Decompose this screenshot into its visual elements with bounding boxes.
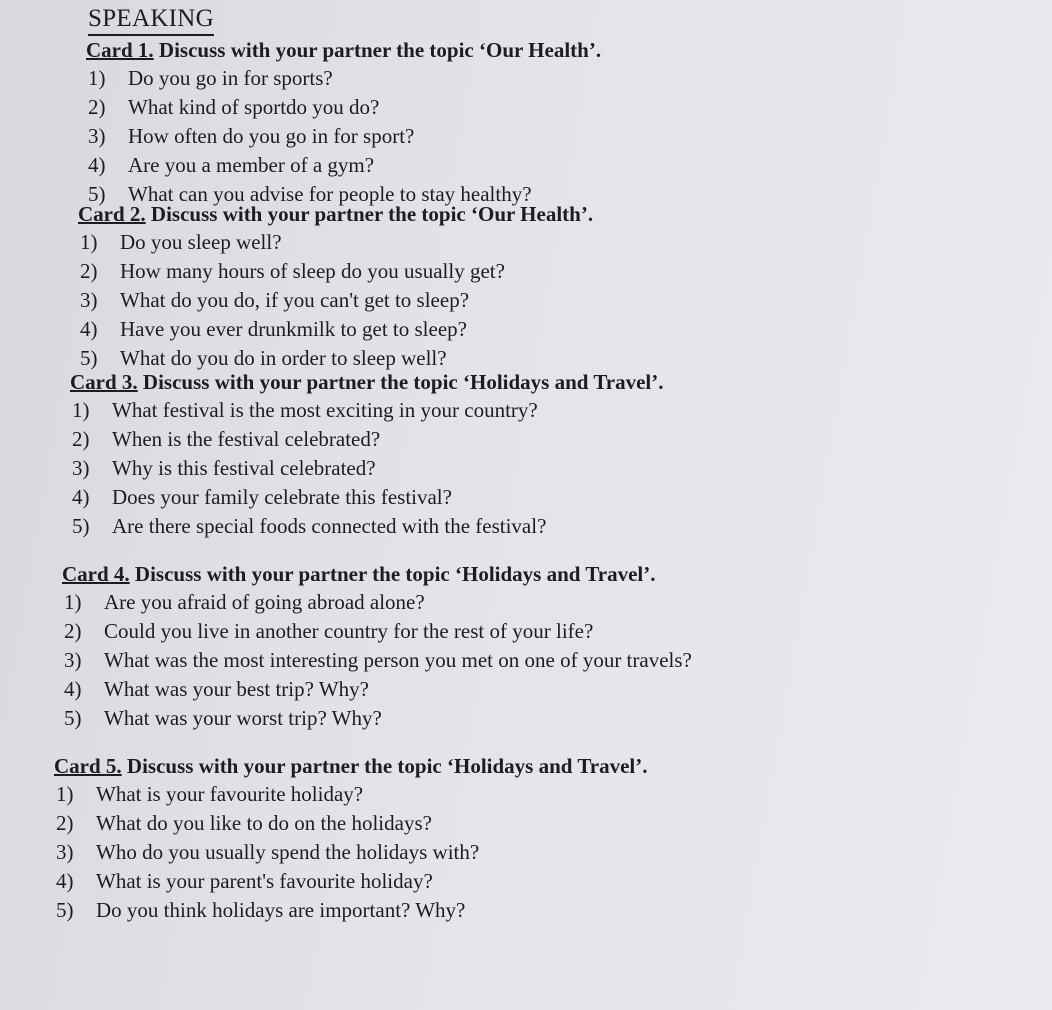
question-number: 2) [56,811,74,835]
question-text: Are you afraid of going abroad alone? [104,590,425,614]
question-number: 3) [80,288,98,312]
question-text: What was your best trip? Why? [104,677,369,701]
question-text: What was the most interesting person you met on one of your travels? [104,648,692,672]
question-number: 3) [88,124,106,148]
question-number: 1) [64,590,82,614]
card-label: Card 5. [54,754,122,778]
question-number: 1) [88,66,106,90]
question-item [70,396,930,425]
question-item [54,867,914,896]
card-2 [78,200,938,373]
card-4 [62,560,922,733]
card-title [54,752,914,780]
question-text: Do you go in for sports? [128,66,333,90]
card-label: Card 3. [70,370,138,394]
question-item [62,588,922,617]
question-item [86,93,946,122]
question-item [86,122,946,151]
question-text: Are there special foods connected with the festival? [112,514,547,538]
question-item [78,315,938,344]
card-instruction: Discuss with your partner the topic ‘Our Health’. [145,202,594,226]
question-item [86,151,946,180]
question-text: Have you ever drunkmilk to get to sleep? [120,317,467,341]
question-text: What do you do, if you can't get to sleep? [120,288,470,312]
question-number: 2) [80,259,98,283]
question-number: 5) [72,514,90,538]
question-text: Are you a member of a gym? [128,153,375,177]
question-text: What can you advise for people to stay healthy? [128,182,532,206]
card-title [70,368,930,396]
question-item [62,704,922,733]
question-text: Do you think holidays are important? Why? [96,898,466,922]
question-text: What do you like to do on the holidays? [96,811,432,835]
question-number: 4) [56,869,74,893]
question-number: 5) [64,706,82,730]
question-text: Why is this festival celebrated? [112,456,376,480]
question-number: 5) [80,346,98,370]
card-title [86,36,946,64]
question-item [62,617,922,646]
question-text: What festival is the most exciting in your country? [112,398,538,422]
question-text: How often do you go in for sport? [128,124,415,148]
question-text: What is your parent's favourite holiday? [96,869,433,893]
question-number: 5) [56,898,74,922]
question-number: 3) [64,648,82,672]
question-number: 2) [64,619,82,643]
question-number: 3) [72,456,90,480]
question-item [54,896,914,925]
question-number: 5) [88,182,106,206]
question-number: 2) [72,427,90,451]
question-item [62,646,922,675]
question-item [70,483,930,512]
card-instruction: Discuss with your partner the topic ‘Holidays and Travel’. [121,754,648,778]
question-number: 1) [56,782,74,806]
question-item [62,675,922,704]
question-number: 2) [88,95,106,119]
card-5 [54,752,914,925]
card-instruction: Discuss with your partner the topic ‘Holidays and Travel’. [137,370,664,394]
question-number: 1) [72,398,90,422]
question-item [54,838,914,867]
question-item [70,454,930,483]
question-item [78,257,938,286]
page-heading: SPEAKING [88,4,214,36]
question-text: What is your favourite holiday? [96,782,364,806]
question-item [70,425,930,454]
question-item [54,809,914,838]
question-number: 4) [72,485,90,509]
question-item [70,512,930,541]
question-text: What do you do in order to sleep well? [120,346,447,370]
question-text: Do you sleep well? [120,230,282,254]
question-number: 1) [80,230,98,254]
question-item [78,286,938,315]
question-text: When is the festival celebrated? [112,427,381,451]
question-text: Could you live in another country for the rest of your life? [104,619,594,643]
question-text: Does your family celebrate this festival? [112,485,452,509]
card-3 [70,368,930,541]
question-item [54,780,914,809]
card-label: Card 2. [78,202,146,226]
card-title [78,200,938,228]
question-number: 4) [88,153,106,177]
card-instruction: Discuss with your partner the topic ‘Holidays and Travel’. [129,562,656,586]
question-text: What was your worst trip? Why? [104,706,382,730]
question-item [86,64,946,93]
question-number: 4) [80,317,98,341]
card-label: Card 1. [86,38,154,62]
card-instruction: Discuss with your partner the topic ‘Our Health’. [153,38,602,62]
question-number: 4) [64,677,82,701]
question-number: 3) [56,840,74,864]
card-1 [86,36,946,209]
question-text: Who do you usually spend the holidays with? [96,840,480,864]
question-text: What kind of sportdo you do? [128,95,380,119]
card-label: Card 4. [62,562,130,586]
question-item [78,228,938,257]
card-title [62,560,922,588]
question-text: How many hours of sleep do you usually get? [120,259,505,283]
